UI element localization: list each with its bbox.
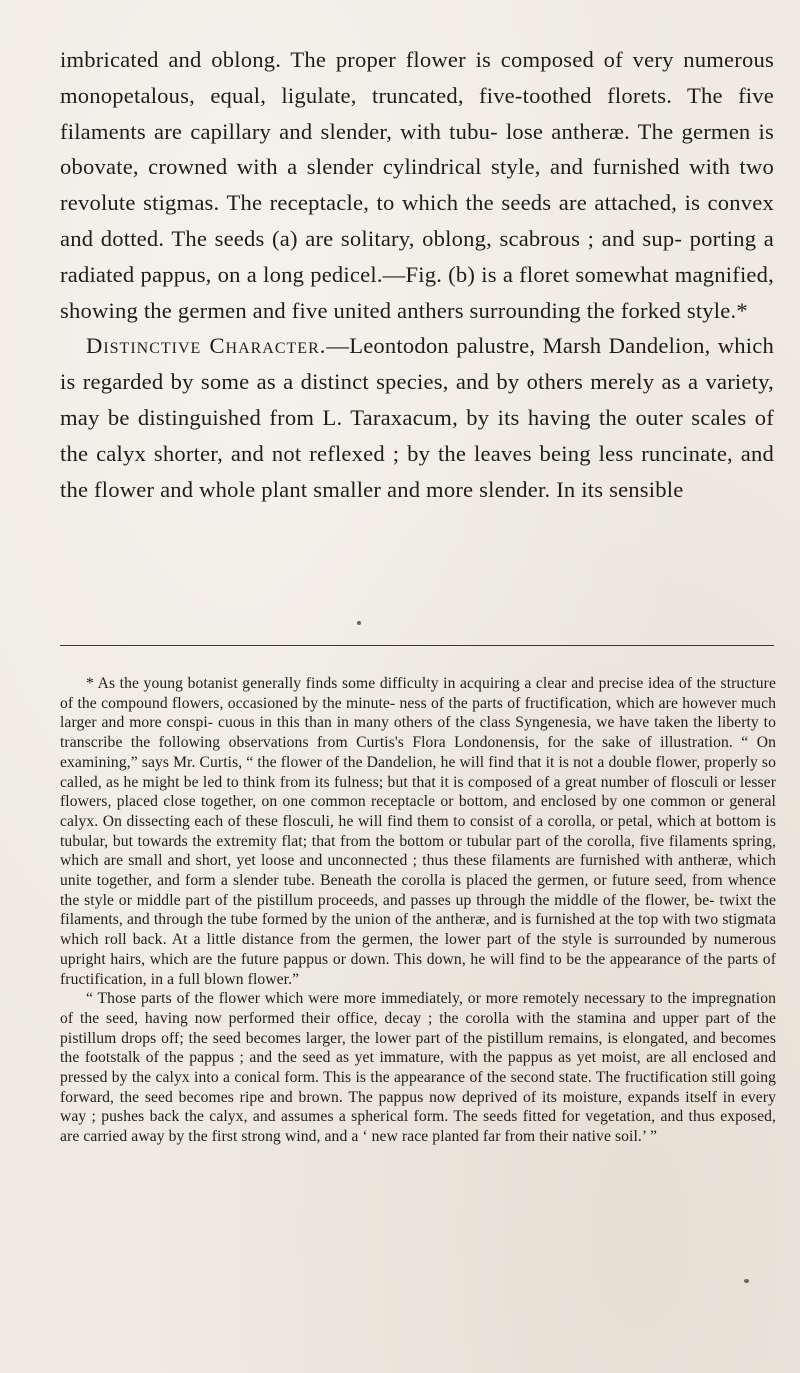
main-text-block: [60, 42, 774, 507]
section-heading: Distinctive Character.: [86, 333, 327, 359]
distinctive-character-paragraph: [60, 328, 774, 507]
main-paragraph: imbricated and oblong. The proper flower is composed of very numerous monopetalous, equal, ligulate, truncated, five-toothed florets. The five filaments are capillary and slender, with tubu- lose antheræ. The germen is obovate, crowned with a slender cylindrical style, and furnished with two revolute stigmas. The receptacle, to which the seeds are attached, is convex and dotted. The seeds (a) are solitary, oblong, scabrous ; and sup- porting a radiated pappus, on a long pedicel.—Fig. (b) is a floret somewhat magnified, showing the germen and five united anthers surrounding the forked style.*: [60, 47, 774, 323]
paper-speck: [744, 1279, 749, 1283]
paper-speck: [357, 621, 361, 625]
footnote-divider: [60, 645, 774, 646]
footnote-paragraph: * As the young botanist generally finds some difficulty in acquiring a clear and precise idea of the structure of the compound flowers, occasioned by the minute- ness of the parts of fructification, which are however much larger and more conspi- cuous in this than in many others of the class Syngenesia, we have taken the liberty to transcribe the following observations from Curtis's Flora Londonensis, for the sake of illustration. “ On examining,” says Mr. Curtis, “ the flower of the Dandelion, he will find that it is not a double flower, properly so called, as he might be led to think from its fulness; but that it is composed of a great number of flosculi or lesser flowers, placed close together, on one common receptacle or bottom, and enclosed by one common or general calyx. On dissecting each of these flosculi, he will find them to consist of a corolla, or petal, which at bottom is tubular, but towards the extremity flat; that from the bottom or tubular part of the corolla, five filaments spring, which are small and short, yet loose and unconnected ; thus these filaments are furnished with antheræ, which unite together, and form a slender tube. Beneath the corolla is placed the germen, or future seed, from whence the style or middle part of the pistillum proceeds, and passes up through the middle of the flower, be- twixt the filaments, and through the tube formed by the union of the antheræ, and is furnished at the top with two stigmata which roll back. At a little distance from the germen, the lower part of the style is surrounded by numerous upright hairs, which are the future pappus or down. This down, he will find to be the appearance of the parts of fructification, in a full blown flower.”: [60, 675, 776, 988]
distinctive-character-text: —Leontodon palustre, Marsh Dandelion, which is regarded by some as a distinct species, and by others merely as a variety, may be distinguished from L. Taraxacum, by its having the outer scales of the calyx shorter, and not reflexed ; by the leaves being less runcinate, and the flower and whole plant smaller and more slender. In its sensible: [60, 333, 774, 502]
footnote-block: [60, 674, 776, 1147]
footnote-paragraph: “ Those parts of the flower which were more immediately, or more remotely necessary to the impregnation of the seed, having now performed their office, decay ; the corolla with the stamina and upper part of the pistillum drops off; the seed becomes larger, the lower part of the pistillum remains, is elongated, and becomes the footstalk of the pappus ; and the seed as yet immature, with the pappus as yet moist, are all enclosed and pressed by the calyx into a conical form. This is the appearance of the second state. The fructification still going forward, the seed becomes ripe and brown. The pappus now deprived of its moisture, expands itself in every way ; pushes back the calyx, and assumes a spherical form. The seeds fitted for vegetation, and thus exposed, are carried away by the first strong wind, and a ‘ new race planted far from their native soil.’ ”: [60, 990, 776, 1146]
